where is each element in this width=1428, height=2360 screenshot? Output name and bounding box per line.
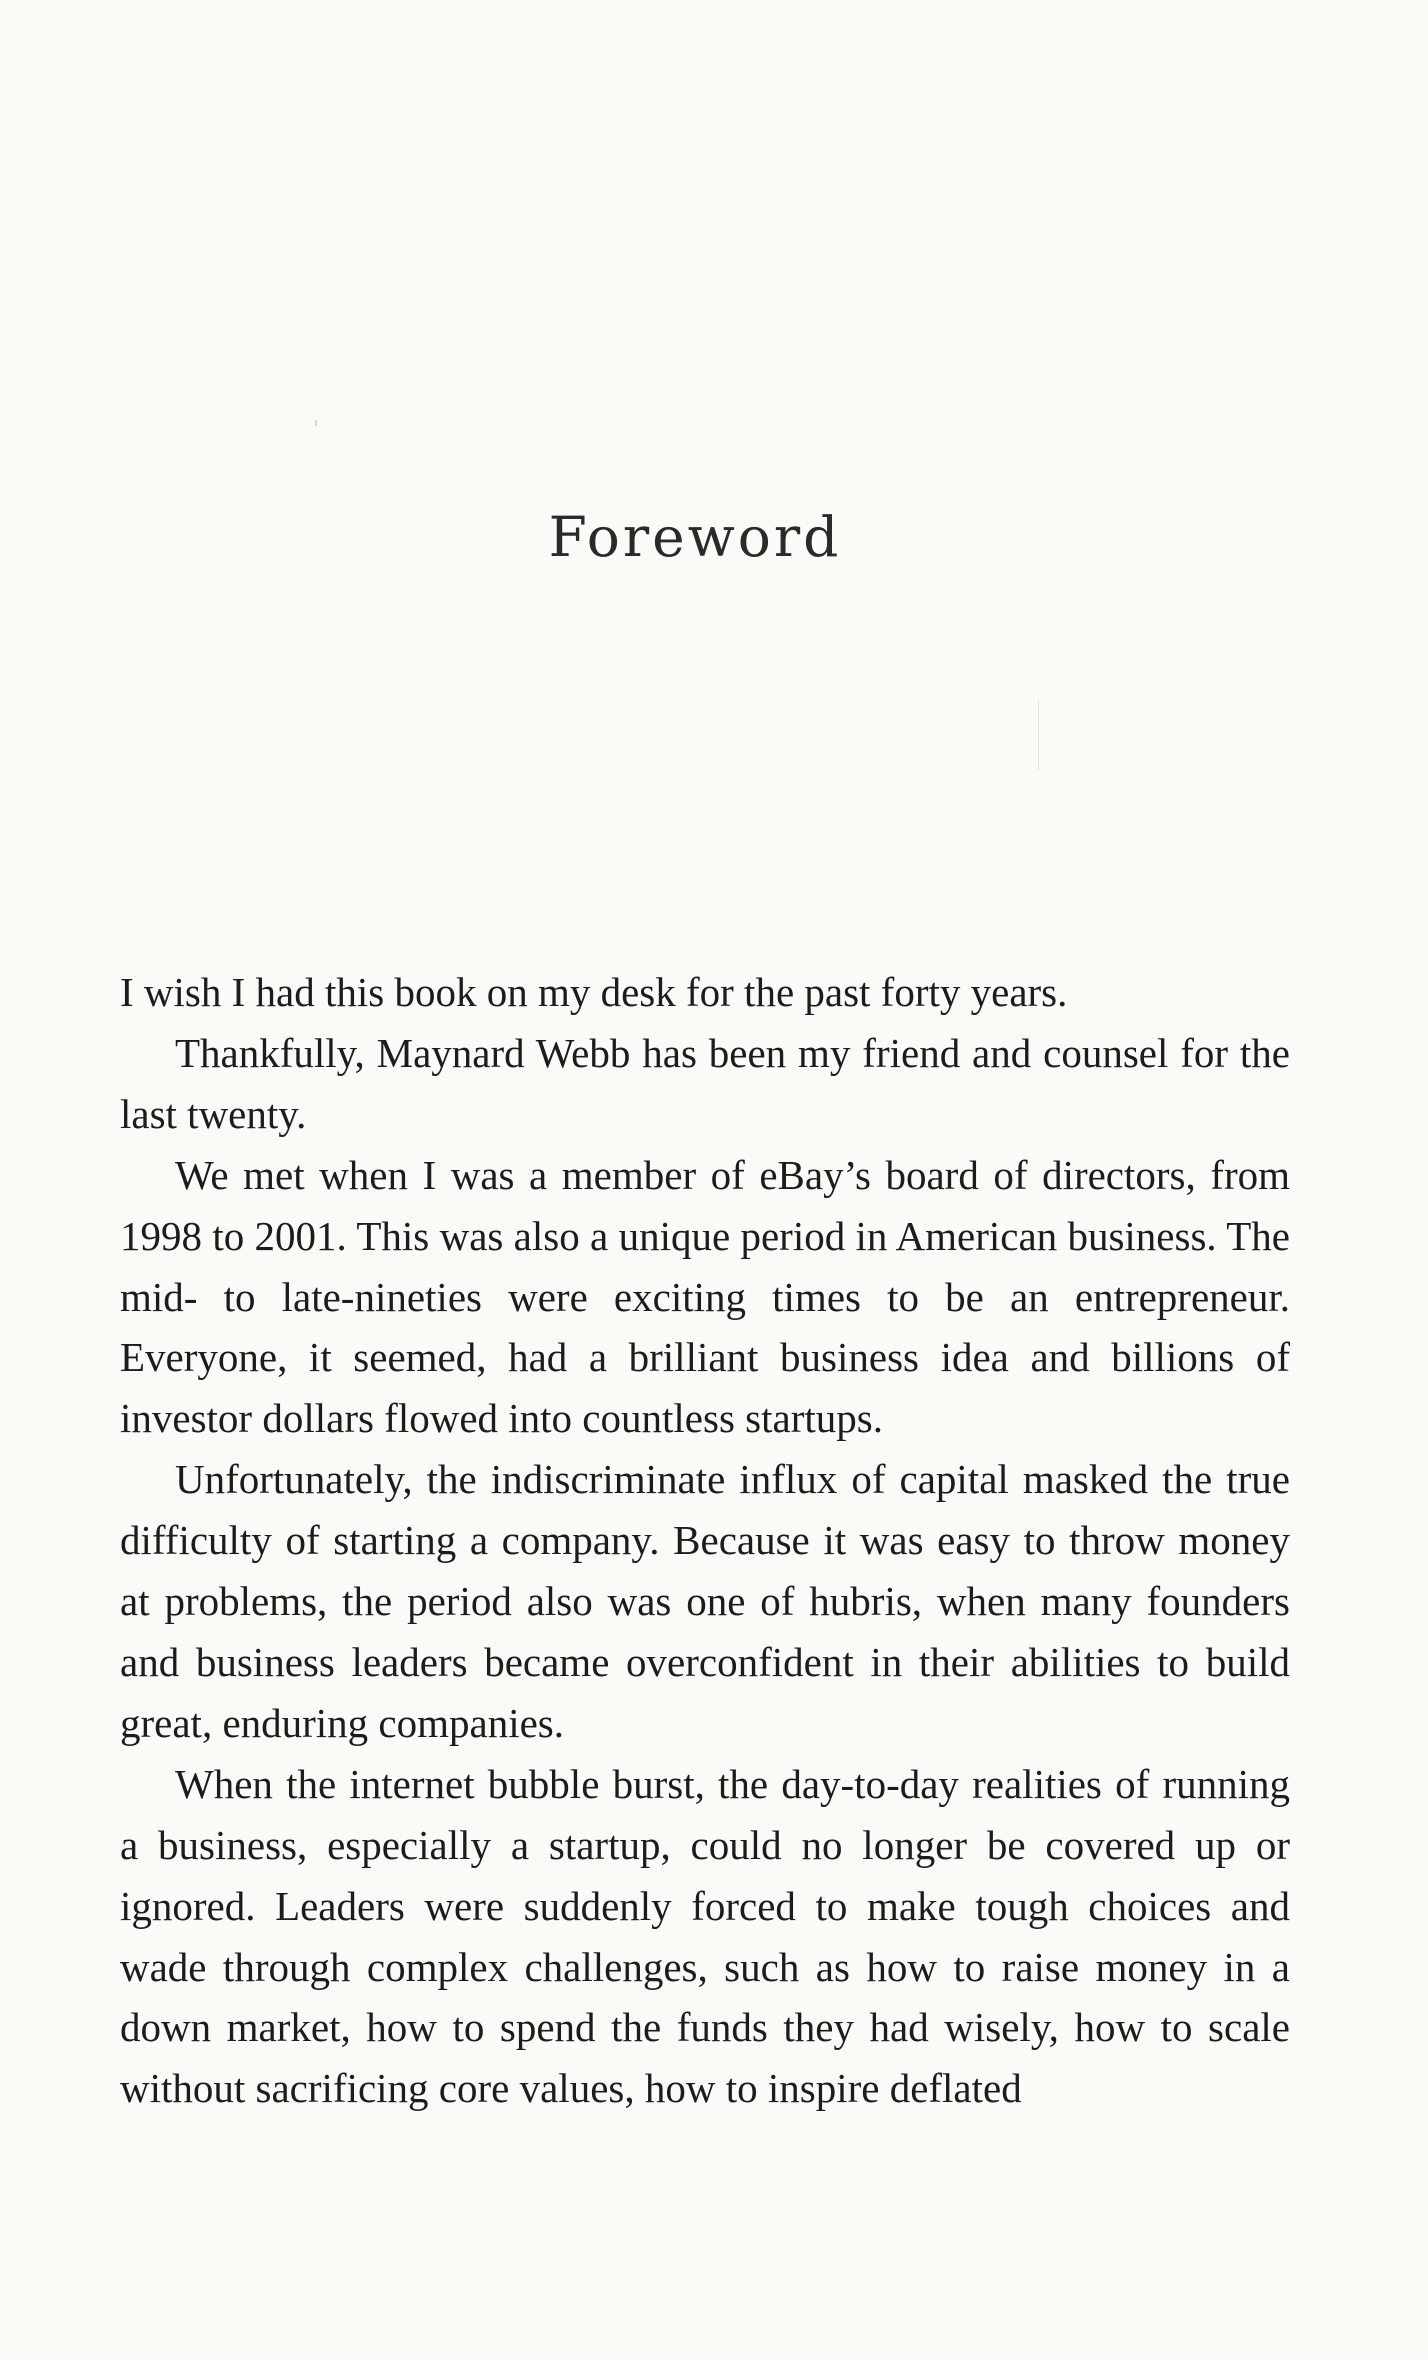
paragraph-5: When the internet bubble burst, the day-to-day realities of running a business, especially a startup, could no longer be covered up or ignored. Leaders were suddenly forced to make tough choices and wade through complex challenges, such as how to raise money in a down market, how to spend the funds they had wisely, how to scale without sacrificing core values, how to inspire deflated: [120, 1760, 1290, 2112]
paper-crease: [1038, 700, 1039, 770]
paper-speck: [315, 420, 317, 426]
paragraph-2: Thankfully, Maynard Webb has been my friend and counsel for the last twenty.: [120, 1029, 1290, 1137]
foreword-body: [120, 962, 1290, 2119]
paragraph-4: Unfortunately, the indiscriminate influx of capital masked the true difficulty of starting a company. Because it was easy to throw money at problems, the period also was one of hubris, when many founders and business leaders became overconfident in their abilities to build great, enduring companies.: [120, 1456, 1290, 1746]
paragraph-3: We met when I was a member of eBay’s board of directors, from 1998 to 2001. This was also a unique period in American business. The mid- to late-nineties were exciting times to be an entrepreneur. Everyone, it seemed, had a brilliant business idea and billions of investor dollars flowed into countless startups.: [120, 1151, 1290, 1442]
chapter-title: Foreword: [548, 505, 842, 569]
paragraph-1: I wish I had this book on my desk for the past forty years.: [120, 969, 1068, 1015]
